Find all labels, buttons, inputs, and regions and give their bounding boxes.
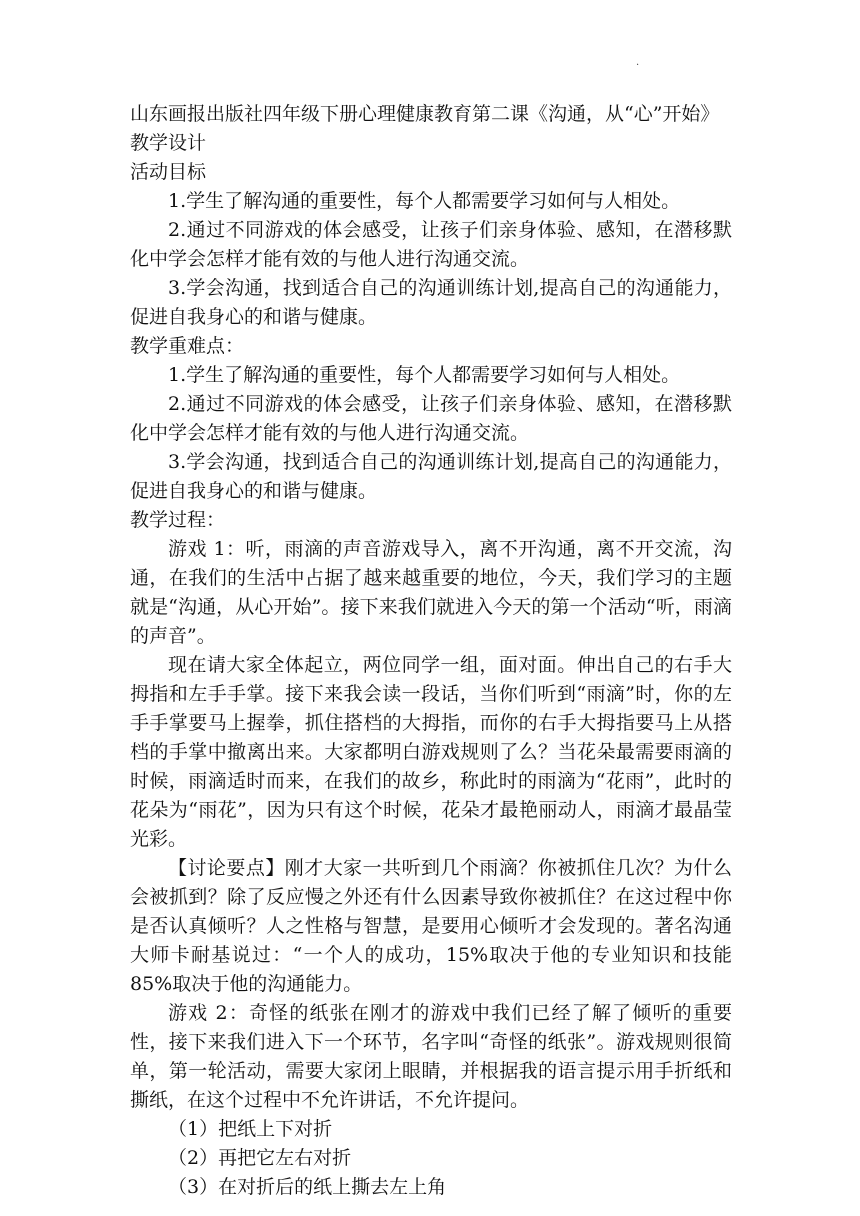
document-title: 山东画报出版社四年级下册心理健康教育第二课《沟通，从“心”开始》教学设计	[130, 103, 720, 154]
process-paragraph: 【讨论要点】刚才大家一共听到几个雨滴？你被抓住几次？为什么会被抓到？除了反应慢之外还有什么因素导致你被抓住？在这过程中你是否认真倾听？人之性格与智慧，是要用心倾听才会发现的。著名沟通大师卡耐基说过：“一个人的成功，15%取决于他的专业知识和技能 85%取决于他的沟通能力。	[130, 857, 732, 995]
process-heading: 教学过程：	[130, 509, 226, 531]
goal-item: 1.学生了解沟通的重要性，每个人都需要学习如何与人相处。	[168, 190, 681, 212]
goal-item: 2.通过不同游戏的体会感受，让孩子们亲身体验、感知，在潜移默化中学会怎样才能有效的与他人进行沟通交流。	[130, 219, 732, 270]
goals-heading: 活动目标	[130, 161, 207, 183]
process-paragraph: 现在请大家全体起立，两位同学一组，面对面。伸出自己的右手大拇指和左手手掌。接下来我会读一段话，当你们听到“雨滴”时，你的左手手掌要马上握拳，抓住搭档的大拇指，而你的右手大拇指要马上从搭档的手掌中撤离出来。大家都明白游戏规则了么？当花朵最需要雨滴的时候，雨滴适时而来，在我们的故乡，称此时的雨滴为“花雨”，此时的花朵为“雨花”，因为只有这个时候，花朵才最艳丽动人，雨滴才最晶莹光彩。	[130, 654, 732, 850]
key-point-item: 2.通过不同游戏的体会感受，让孩子们亲身体验、感知，在潜移默化中学会怎样才能有效的与他人进行沟通交流。	[130, 393, 732, 444]
process-step: （2）再把它左右对折	[168, 1147, 352, 1169]
corner-mark: .	[636, 57, 640, 68]
process-paragraph: 游戏 1：听，雨滴的声音游戏导入，离不开沟通，离不开交流，沟通，在我们的生活中占据了越来越重要的地位，今天，我们学习的主题就是“沟通，从心开始”。接下来我们就进入今天的第一个活动“听，雨滴的声音”。	[130, 538, 732, 647]
process-step: （1）把纸上下对折	[168, 1118, 333, 1140]
goal-item: 3.学会沟通，找到适合自己的沟通训练计划,提高自己的沟通能力，促进自我身心的和谐与健康。	[130, 277, 732, 328]
process-step: （3）在对折后的纸上撕去左上角	[168, 1176, 447, 1198]
key-point-item: 3.学会沟通，找到适合自己的沟通训练计划,提高自己的沟通能力，促进自我身心的和谐与健康。	[130, 451, 732, 502]
document-body	[130, 100, 732, 1202]
process-paragraph: 游戏 2：奇怪的纸张在刚才的游戏中我们已经了解了倾听的重要性，接下来我们进入下一个环节，名字叫“奇怪的纸张”。游戏规则很简单，第一轮活动，需要大家闭上眼睛，并根据我的语言提示用手折纸和撕纸，在这个过程中不允许讲话，不允许提问。	[130, 1002, 732, 1111]
key-point-item: 1.学生了解沟通的重要性，每个人都需要学习如何与人相处。	[168, 364, 681, 386]
key-points-heading: 教学重难点：	[130, 335, 245, 357]
